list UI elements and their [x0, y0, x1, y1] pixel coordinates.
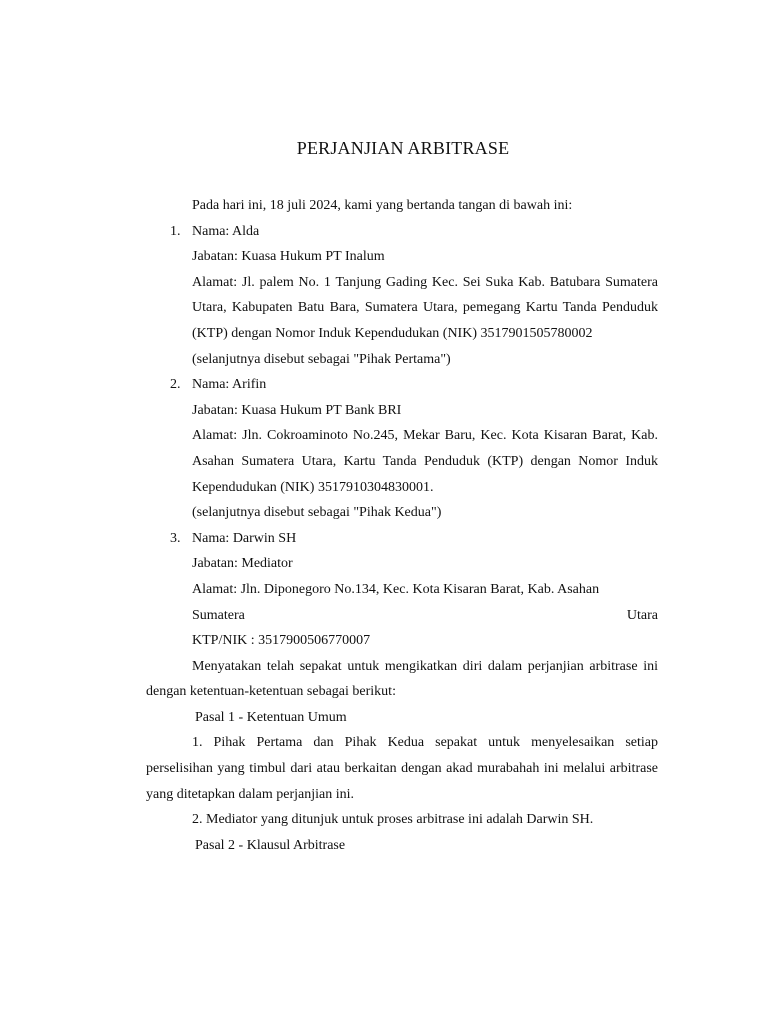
address-province-right: Utara: [626, 607, 658, 623]
intro-paragraph: Pada hari ini, 18 juli 2024, kami yang bertanda tangan di bawah ini:: [192, 198, 573, 213]
party-item-1: [146, 219, 658, 373]
party-position: Jabatan: Mediator: [192, 556, 293, 572]
document-title: PERJANJIAN ARBITRASE: [296, 138, 510, 158]
party-number: 1.: [170, 223, 181, 239]
party-number: 2.: [170, 377, 181, 393]
party-id-number: KTP/NIK : 3517900506770007: [192, 633, 371, 649]
party-number: 3.: [170, 530, 181, 546]
pasal-2-heading: Pasal 2 - Klausul Arbitrase: [195, 837, 346, 853]
party-item-3: [146, 526, 658, 654]
party-position: Jabatan: Kuasa Hukum PT Bank BRI: [192, 402, 402, 418]
party-address: Alamat: Jln. Diponegoro No.134, Kec. Kota Kisaran Barat, Kab. Asahan: [192, 581, 600, 597]
party-item-2: [146, 372, 658, 526]
party-name: Nama: Alda: [192, 223, 260, 239]
party-name: Nama: Darwin SH: [192, 530, 297, 546]
address-province-left: Sumatera: [192, 607, 245, 623]
pasal-1-item-1: 1. Pihak Pertama dan Pihak Kedua sepakat untuk menyelesaikan setiap perselisihan yang timbul dari atau berkaitan dengan akad murabahah ini melalui arbitrase yang ditetapkan dalam perjanjian ini.: [146, 735, 658, 802]
statement-paragraph: Menyatakan telah sepakat untuk mengikatkan diri dalam perjanjian arbitrase ini dengan ketentuan-ketentuan sebagai berikut:: [146, 658, 658, 700]
party-address-continued: [192, 603, 658, 629]
party-address: Alamat: Jl. palem No. 1 Tanjung Gading Kec. Sei Suka Kab. Batubara Sumatera Utara, Kabupaten Batu Bara, Sumatera Utara, pemegang Kartu Tanda Penduduk (KTP) dengan Nomor Induk Kependudukan (NIK) 3517901505780002: [192, 274, 658, 341]
party-designation: (selanjutnya disebut sebagai "Pihak Kedua"): [192, 505, 442, 521]
pasal-1-item-2: 2. Mediator yang ditunjuk untuk proses arbitrase ini adalah Darwin SH.: [192, 812, 594, 828]
party-address: Alamat: Jln. Cokroaminoto No.245, Mekar Baru, Kec. Kota Kisaran Barat, Kab. Asahan Sumatera Utara, Kartu Tanda Penduduk (KTP) dengan Nomor Induk Kependudukan (NIK) 3517910304830001.: [192, 428, 658, 495]
party-position: Jabatan: Kuasa Hukum PT Inalum: [192, 249, 385, 265]
party-designation: (selanjutnya disebut sebagai "Pihak Pertama"): [192, 351, 451, 367]
document-body: [146, 193, 658, 858]
party-name: Nama: Arifin: [192, 377, 267, 393]
pasal-1-heading: Pasal 1 - Ketentuan Umum: [195, 709, 347, 725]
